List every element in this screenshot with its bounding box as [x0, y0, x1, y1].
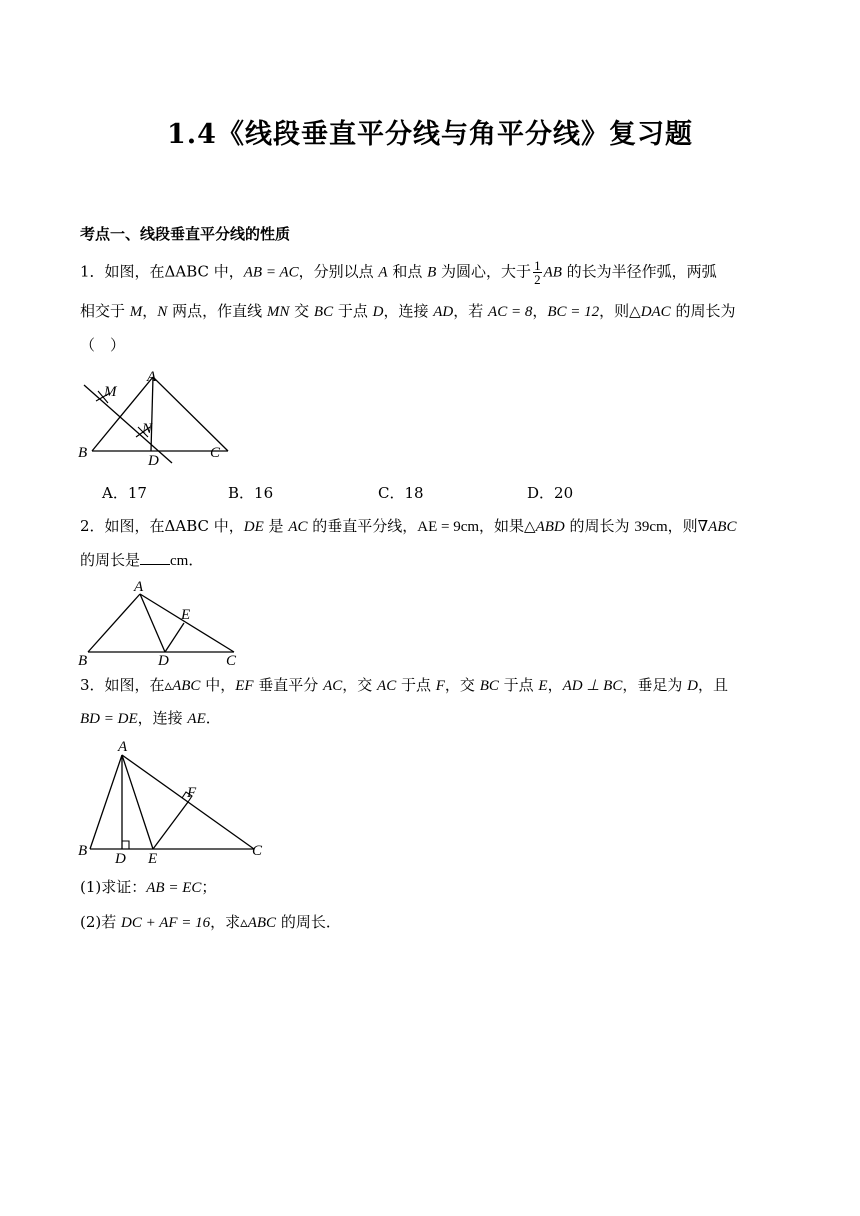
q1-text: ，连接 — [383, 302, 434, 320]
q1-text: ，分别以点 — [298, 262, 379, 281]
q3-sub1 — [80, 876, 216, 899]
label-d: D — [148, 453, 159, 465]
q3-math: AB = EC — [146, 880, 202, 896]
q3-math: E — [538, 678, 548, 694]
right-angle-mark-d — [122, 841, 129, 849]
q1-math: AB — [543, 264, 562, 281]
q1-math: BC = 12 — [547, 304, 600, 320]
q1-text: 相交于 — [80, 302, 130, 320]
q3-text: 于点 — [396, 676, 436, 694]
q3-number: 3． — [80, 676, 105, 694]
q2-text: 是 — [263, 517, 289, 535]
q1-math: B — [427, 264, 437, 281]
q1-math: AB = AC — [243, 264, 299, 281]
q2-math: AC — [288, 519, 308, 535]
q3-text: 如图，在▵ — [104, 676, 173, 694]
q1-text: 的周长为 — [670, 302, 736, 320]
q2-math: ABC — [708, 519, 737, 535]
segment-ad — [151, 377, 153, 451]
q1-math: BC — [313, 304, 334, 320]
q3-text: ， — [547, 676, 563, 694]
section-heading: 考点一、线段垂直平分线的性质 — [80, 225, 291, 243]
q1-math: D — [372, 304, 384, 320]
label-n: N — [142, 421, 153, 437]
q2-figure — [74, 575, 244, 670]
option-c: C．18 — [378, 484, 424, 502]
q1-line2 — [80, 300, 735, 323]
q1-text: ， — [142, 302, 158, 320]
segment-ef — [153, 802, 188, 849]
q3-math: ABC — [247, 915, 277, 931]
q3-text: ，连接 — [137, 709, 188, 727]
segment-ab — [92, 377, 153, 451]
page-title: 1.4《线段垂直平分线与角平分线》复习题 — [167, 119, 693, 150]
q1-text: 的长为半径作弧，两弧 — [561, 262, 717, 281]
q3-text: ，求▵ — [210, 913, 248, 931]
q1-text: 于点 — [333, 302, 373, 320]
q2-text: 的周长是 — [80, 551, 141, 569]
q1-text: ，则△ — [599, 302, 641, 320]
q2-text: 的垂直平分线， — [307, 517, 418, 535]
segment-ac — [153, 377, 228, 451]
q3-text: ，且 — [697, 676, 728, 694]
q1-line1 — [80, 259, 717, 286]
q3-math: DC + AF = 16 — [121, 915, 211, 931]
q3-text: ，垂足为 — [622, 676, 688, 694]
q2-math: ABD — [535, 519, 565, 535]
label-b: B — [78, 653, 88, 669]
q1-number: 1． — [80, 262, 105, 281]
q3-text: 垂直平分 — [253, 676, 324, 694]
q2-text: 的周长为 — [564, 517, 635, 535]
q3-line1 — [80, 674, 728, 697]
q3-math: ABC — [172, 678, 201, 694]
q1-math: M — [129, 304, 143, 320]
q3-math: EF — [235, 678, 254, 694]
label-a: A — [134, 579, 144, 595]
answer-blank[interactable] — [140, 550, 170, 565]
q3-text: ，交 — [342, 676, 378, 694]
q2-line2 — [80, 549, 203, 572]
option-b: B．16 — [228, 484, 274, 502]
option-d: D．20 — [527, 484, 574, 502]
q3-text: (2)若 — [80, 913, 122, 931]
fraction-numerator: 1 — [534, 258, 541, 273]
q2-math: 39cm — [634, 519, 668, 535]
q3-math: F — [435, 678, 445, 694]
label-m: M — [104, 384, 117, 400]
q2-number: 2． — [80, 517, 105, 535]
q3-math: AC — [323, 678, 343, 694]
label-b: B — [78, 843, 88, 859]
label-b: B — [78, 445, 88, 461]
q2-text: cm． — [170, 553, 204, 569]
fraction-denominator: 2 — [534, 272, 541, 287]
q3-math: AC — [377, 678, 397, 694]
q3-text: ，交 — [444, 676, 480, 694]
q2-math: AE = 9cm — [417, 519, 480, 535]
q2-text: 如图，在ΔABC 中， — [104, 517, 244, 535]
q3-sub2 — [80, 911, 341, 934]
q3-text: ； — [201, 878, 217, 896]
q3-math: AD ⊥ BC — [562, 678, 623, 694]
q1-math: DAC — [640, 304, 671, 320]
segment-ab — [90, 755, 122, 849]
q1-text: 两点，作直线 — [167, 302, 267, 320]
q1-answer-bracket: （ ） — [80, 336, 126, 354]
q3-math: D — [687, 678, 698, 694]
segment-ac — [140, 594, 234, 652]
label-e: E — [181, 607, 191, 623]
fraction-half — [533, 259, 542, 286]
label-d: D — [158, 653, 169, 669]
q3-text: 中， — [200, 676, 236, 694]
q1-text: 为圆心，大于 — [436, 262, 532, 281]
label-d: D — [115, 851, 126, 867]
q1-figure — [74, 365, 234, 465]
q3-math: BC — [479, 678, 499, 694]
q3-text: (1)求证： — [80, 878, 147, 896]
q3-figure — [74, 735, 274, 867]
q3-text: ． — [205, 709, 221, 727]
q1-math: AC = 8 — [488, 304, 533, 320]
segment-ab — [88, 594, 140, 652]
q2-math: DE — [243, 519, 264, 535]
q2-text: ，如果△ — [479, 517, 536, 535]
q2-text: ，则∇ — [667, 517, 709, 535]
label-c: C — [226, 653, 237, 669]
label-c: C — [210, 445, 221, 461]
q2-line1 — [80, 515, 736, 538]
q3-math: BD = DE — [80, 711, 138, 727]
q3-line2 — [80, 707, 221, 730]
segment-ad — [140, 594, 165, 652]
q1-math: MN — [266, 304, 290, 320]
q1-text: 如图，在ΔABC 中， — [104, 262, 244, 281]
q1-text: 和点 — [387, 262, 428, 281]
segment-ae — [122, 755, 153, 849]
q3-text: 于点 — [498, 676, 539, 694]
q3-math: AE — [187, 711, 206, 727]
label-c: C — [252, 843, 263, 859]
q1-math: A — [378, 264, 388, 281]
q1-math: AD — [433, 304, 454, 320]
q1-text: ， — [532, 302, 548, 320]
segment-de — [165, 623, 184, 652]
label-a: A — [147, 369, 157, 385]
q3-text: 的周长． — [276, 913, 341, 931]
q1-text: 交 — [289, 302, 314, 320]
label-f: F — [187, 785, 197, 801]
label-a: A — [118, 739, 128, 755]
label-e: E — [148, 851, 158, 867]
option-a: A．17 — [102, 484, 147, 502]
q1-math: N — [157, 304, 168, 320]
q1-text: ，若 — [453, 302, 489, 320]
